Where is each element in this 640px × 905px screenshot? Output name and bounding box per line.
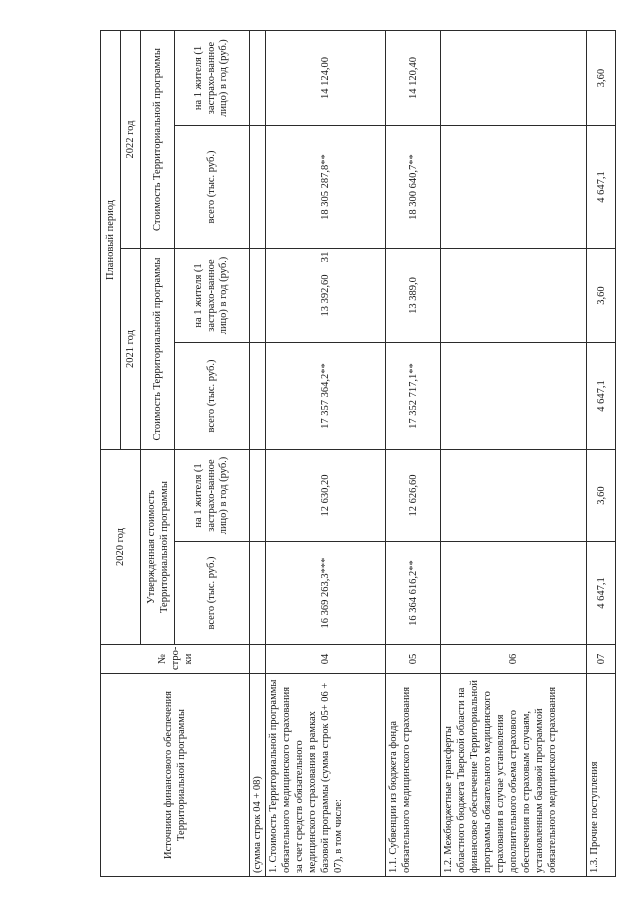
cell-2022-total: 18 300 640,7** [386, 126, 441, 249]
cell-2022-per-capita: 14 124,00 [266, 31, 386, 126]
row-label: 1. Стоимость Территориальной программы обязательного медицинского страхования за счет средств обязательного медицинского страхования в рамках базовой программы (сумма строк 05+ 06 + 07), в том числе: [266, 674, 386, 877]
cell-2022-per-capita: 14 120,40 [386, 31, 441, 126]
cell-2021-total [441, 343, 587, 450]
cell-2020-total [441, 542, 587, 645]
header-cost-2021: Стоимость Территориальной программы [141, 249, 175, 450]
table-row [386, 31, 441, 877]
header-2022-total: всего (тыс. руб.) [175, 126, 250, 249]
cell-2022-total [441, 126, 587, 249]
cell-2021-per-capita: 13 389,0 [386, 249, 441, 343]
cell-2020-total: 16 364 616,2** [386, 542, 441, 645]
row-number [250, 645, 266, 674]
header-row-1 [101, 31, 121, 877]
row-number: 07 [587, 645, 616, 674]
header-year-2020: 2020 год [101, 450, 141, 645]
header-2020-total: всего (тыс. руб.) [175, 542, 250, 645]
cell-2021-per-capita [250, 249, 266, 343]
table-row [587, 31, 616, 877]
row-number: 04 [266, 645, 386, 674]
header-row-number: № стро-ки [101, 645, 250, 674]
cell-2022-per-capita: 3,60 [587, 31, 616, 126]
cell-2021-total [250, 343, 266, 450]
cell-2020-per-capita [250, 450, 266, 542]
table-row [266, 31, 386, 877]
cell-2020-per-capita: 3,60 [587, 450, 616, 542]
header-2020-per-capita: на 1 жителя (1 застрахо-ванное лицо) в год (руб.) [175, 450, 250, 542]
row-number: 05 [386, 645, 441, 674]
financing-table-container [100, 31, 615, 877]
page-number-text: 31 [319, 251, 331, 263]
header-year-2022: 2022 год [121, 31, 141, 249]
financing-sources-table [100, 30, 616, 877]
cell-2022-total: 4 647,1 [587, 126, 616, 249]
cell-2020-total [250, 542, 266, 645]
header-cost-2022: Стоимость Территориальной программы [141, 31, 175, 249]
cell-2022-per-capita [250, 31, 266, 126]
cell-2021-per-capita: 3,60 [587, 249, 616, 343]
cell-2021-total: 17 352 717,1** [386, 343, 441, 450]
row-number: 06 [441, 645, 587, 674]
cell-2020-per-capita [441, 450, 587, 542]
row-label: 1.3. Прочие поступления [587, 674, 616, 877]
cell-2020-per-capita: 12 626,60 [386, 450, 441, 542]
header-planned-period: Плановый период [101, 31, 121, 450]
header-2021-per-capita: на 1 жителя (1 застрахо-ванное лицо) в год (руб.) [175, 249, 250, 343]
cell-2020-total: 4 647,1 [587, 542, 616, 645]
row-label: (сумма строк 04 + 08) [250, 674, 266, 877]
header-approved-cost: Утвержденная стоимость Территориальной программы [141, 450, 175, 645]
header-source: Источники финансового обеспечения Территориальной программы [101, 674, 250, 877]
cell-2021-total: 4 647,1 [587, 343, 616, 450]
row-label: 1.1. Субвенции из бюджета фонда обязательного медицинского страхования [386, 674, 441, 877]
cell-2020-per-capita: 12 630,20 [266, 450, 386, 542]
cell-2021-total: 17 357 364,2** [266, 343, 386, 450]
table-row [250, 31, 266, 877]
row-label: 1.2. Межбюджетные трансферты областного бюджета Тверской области на финансовое обеспечение Территориальной программы обязательного медицинского страхования в случае установления дополнительного объема страхового обеспечения по страховым случаям, установленным базовой программой обязательного медицинского страхования [441, 674, 587, 877]
cell-2022-per-capita [441, 31, 587, 126]
header-2021-total: всего (тыс. руб.) [175, 343, 250, 450]
cell-2021-per-capita [441, 249, 587, 343]
cell-2022-total [250, 126, 266, 249]
cell-2020-total: 16 369 263,3*** [266, 542, 386, 645]
cell-2021-per-capita: 13 392,60 [266, 249, 386, 343]
cell-2022-total: 18 305 287,8** [266, 126, 386, 249]
header-year-2021: 2021 год [121, 249, 141, 450]
header-2022-per-capita: на 1 жителя (1 застрахо-ванное лицо) в год (руб.) [175, 31, 250, 126]
table-row [441, 31, 587, 877]
